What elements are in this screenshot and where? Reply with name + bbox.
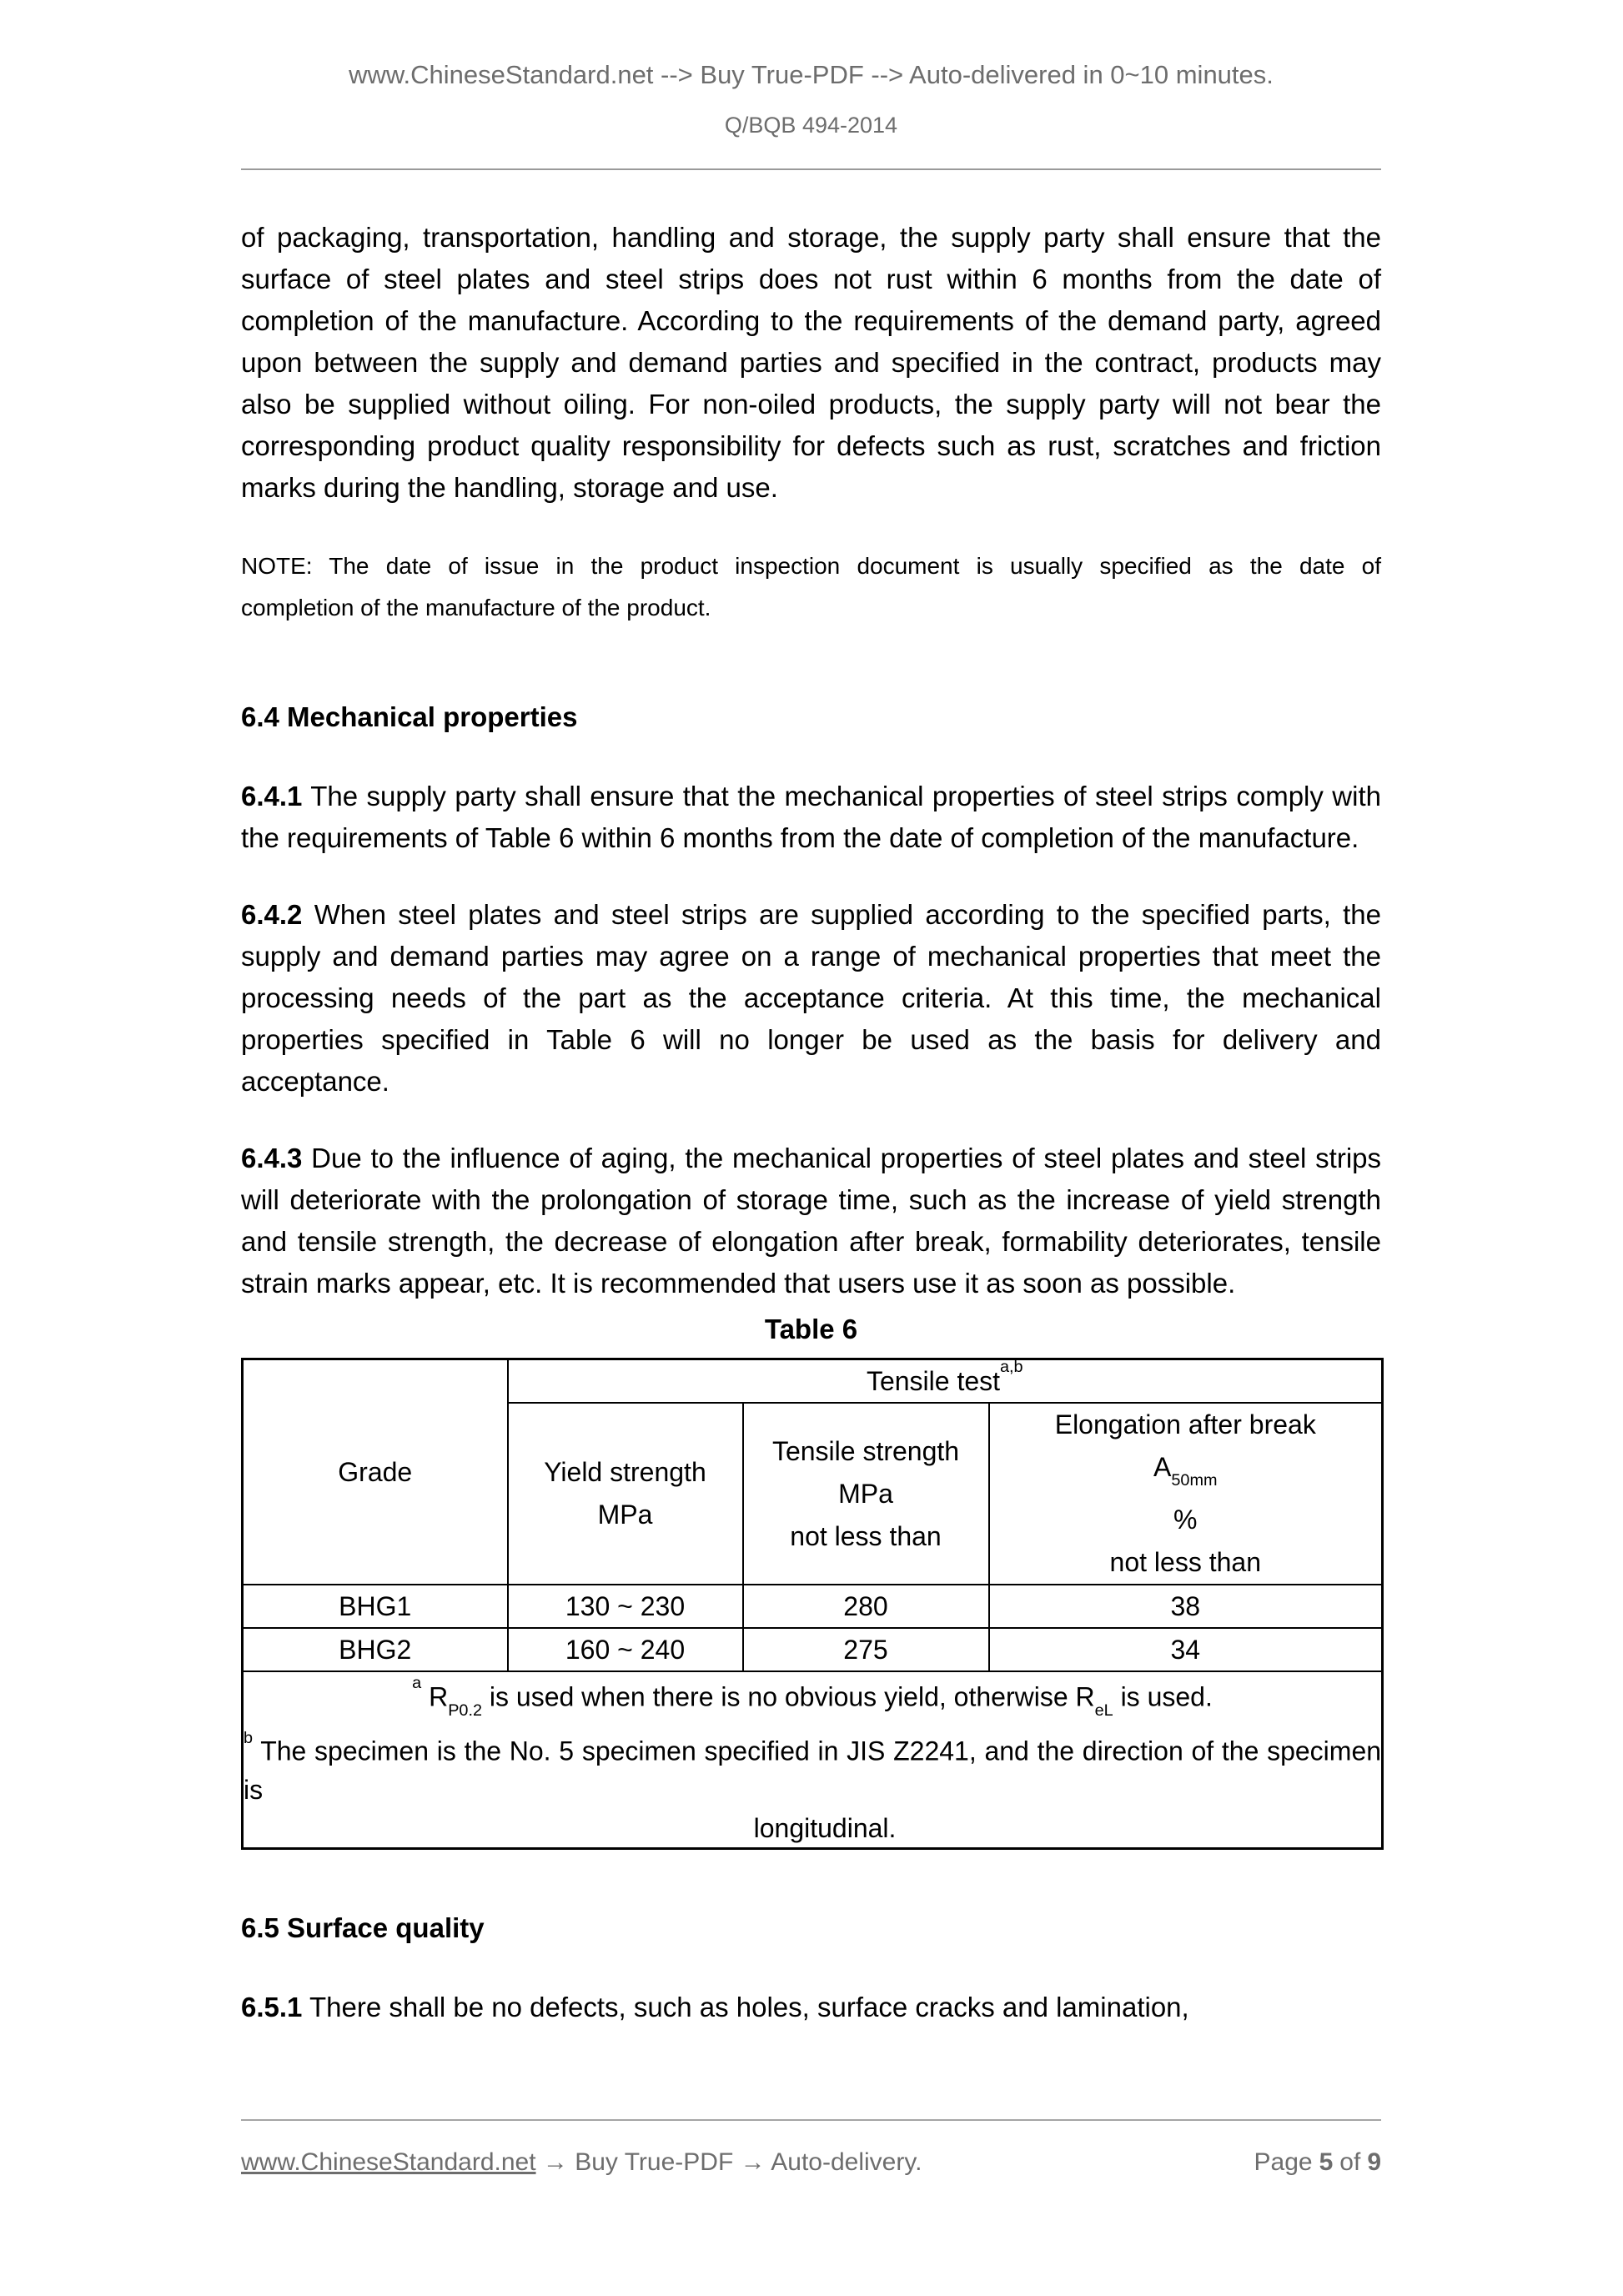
footer-left [241, 2146, 922, 2179]
page-total: 9 [1367, 2148, 1381, 2176]
clause-number: 6.5.1 [241, 1992, 303, 2023]
table-row [243, 1585, 1383, 1628]
elongation-symbol-subscript: 50mm [1171, 1470, 1218, 1490]
tensile-test-label: Tensile test [866, 1365, 1001, 1396]
footnote-b: $^b$ The specimen is the No. 5 specimen specified in JIS Z2241, and the direction of the specimen is [244, 1728, 1382, 1806]
paragraph-intro: of packaging, transportation, handling and storage, the supply party shall ensure that the surface of steel plates and steel strips does not rust within 6 months from the date of completion of the manufacture. According to the requirements of the demand party, agreed upon between the supply and demand parties and specified in the contract, products may also be supplied without oiling. For non-oiled products, the supply party will not bear the corresponding product quality responsibility for defects such as rust, scratches and friction marks during the handling, storage and use. [241, 222, 1381, 503]
clause-text: Due to the influence of aging, the mechanical properties of steel plates and steel strips will deteriorate with the prolongation of storage time, such as the increase of yield strength and tensile strength, the decrease of elongation after break, formability deteriorates, tensile strain marks appear, etc. It is recommended that users use it as soon as possible. [241, 1143, 1381, 1299]
footnote-b-marker: b [244, 1728, 254, 1747]
footer-row [241, 2146, 1381, 2179]
footnote-a-marker: a [412, 1674, 422, 1693]
footer-divider [241, 2119, 1381, 2121]
page-current: 5 [1319, 2148, 1334, 2176]
tensile-test-footnote-ref: a,b [1000, 1357, 1023, 1376]
tensile-label: Tensile strength [771, 1435, 960, 1466]
cell-elongation: 38 [989, 1585, 1383, 1628]
clause-number: 6.4.2 [241, 899, 303, 930]
tensile-unit: MPa [838, 1478, 893, 1509]
elongation-unit: % [1173, 1505, 1198, 1535]
page-label: Page [1254, 2148, 1313, 2176]
paragraph-6-4-1 [241, 776, 1381, 859]
cell-yield: 160 ~ 240 [508, 1628, 743, 1671]
note-line-2: completion of the manufacture of the product. [241, 595, 711, 620]
cell-yield: 130 ~ 230 [508, 1585, 743, 1628]
heading-6-4: 6.4 Mechanical properties [241, 701, 578, 732]
cell-grade: BHG2 [243, 1628, 508, 1671]
elongation-label: Elongation after break [1054, 1409, 1316, 1439]
header-cell-yield [508, 1403, 743, 1585]
table-footnotes [243, 1671, 1383, 1848]
footer-tagline: → Buy True-PDF → Auto-delivery. [535, 2148, 922, 2176]
footnote-a: $^a$ $R_{P0.2}$ is used when there is no obvious yield, otherwise $R_{eL}$ is used. [412, 1674, 1213, 1720]
table-6 [241, 1358, 1384, 1850]
table-title: Table 6 [764, 1314, 858, 1344]
header-cell-grade: Grade [243, 1359, 508, 1585]
elongation-symbol: $A_{50mm}$ [1153, 1452, 1218, 1490]
clause-text: When steel plates and steel strips are supplied according to the specified parts, the supply and demand parties may agree on a range of mechanical properties that meet the processing needs of the part as the acceptance criteria. At this time, the mechanical properties specified in Table 6 will no longer be used as the basis for delivery and acceptance. [241, 899, 1381, 1097]
cell-elongation: 34 [989, 1628, 1383, 1671]
table-footnotes-row [243, 1671, 1383, 1848]
yield-label: Yield strength [544, 1457, 706, 1488]
footnote-a-sub-el: eL [1094, 1701, 1113, 1720]
header-cell-tensile-test [508, 1359, 1383, 1404]
page-footer [241, 2119, 1381, 2179]
header-cell-elongation [989, 1403, 1383, 1585]
header-divider [241, 168, 1381, 170]
clause-number: 6.4.1 [241, 781, 303, 811]
footnote-b-continued: longitudinal. [753, 1813, 897, 1844]
page-indicator [1254, 2146, 1381, 2179]
yield-unit: MPa [597, 1500, 653, 1530]
cell-grade: BHG1 [243, 1585, 508, 1628]
clause-text: There shall be no defects, such as holes, surface cracks and lamination, [302, 1992, 1189, 2023]
of-label: of [1339, 2148, 1361, 2176]
tensile-min-note: not less than [790, 1520, 942, 1551]
note-line-1: NOTE: The date of issue in the product inspection document is usually specified as the date of [241, 553, 1381, 579]
header-cell-tensile-strength [743, 1403, 989, 1585]
footnote-a-sub-p02: P0.2 [448, 1701, 482, 1720]
note-block [241, 545, 1381, 629]
page-content [241, 0, 1381, 2028]
cell-tensile: 280 [743, 1585, 989, 1628]
header-banner: www.ChineseStandard.net --> Buy True-PDF --> Auto-delivered in 0~10 minutes. [349, 60, 1274, 89]
cell-tensile: 275 [743, 1628, 989, 1671]
table-header-row-1 [243, 1359, 1383, 1404]
table-row [243, 1628, 1383, 1671]
heading-6-5: 6.5 Surface quality [241, 1912, 485, 1944]
paragraph-6-5-1 [241, 1987, 1381, 2028]
clause-number: 6.4.3 [241, 1143, 303, 1173]
paragraph-6-4-2 [241, 894, 1381, 1103]
clause-text: The supply party shall ensure that the mechanical properties of steel strips comply with the requirements of Table 6 within 6 months from the date of completion of the manufacture. [241, 781, 1381, 853]
paragraph-6-4-3 [241, 1138, 1381, 1304]
document-number: Q/BQB 494-2014 [724, 113, 898, 138]
elongation-min-note: not less than [1109, 1547, 1261, 1578]
footer-site-link[interactable]: www.ChineseStandard.net [241, 2148, 536, 2176]
